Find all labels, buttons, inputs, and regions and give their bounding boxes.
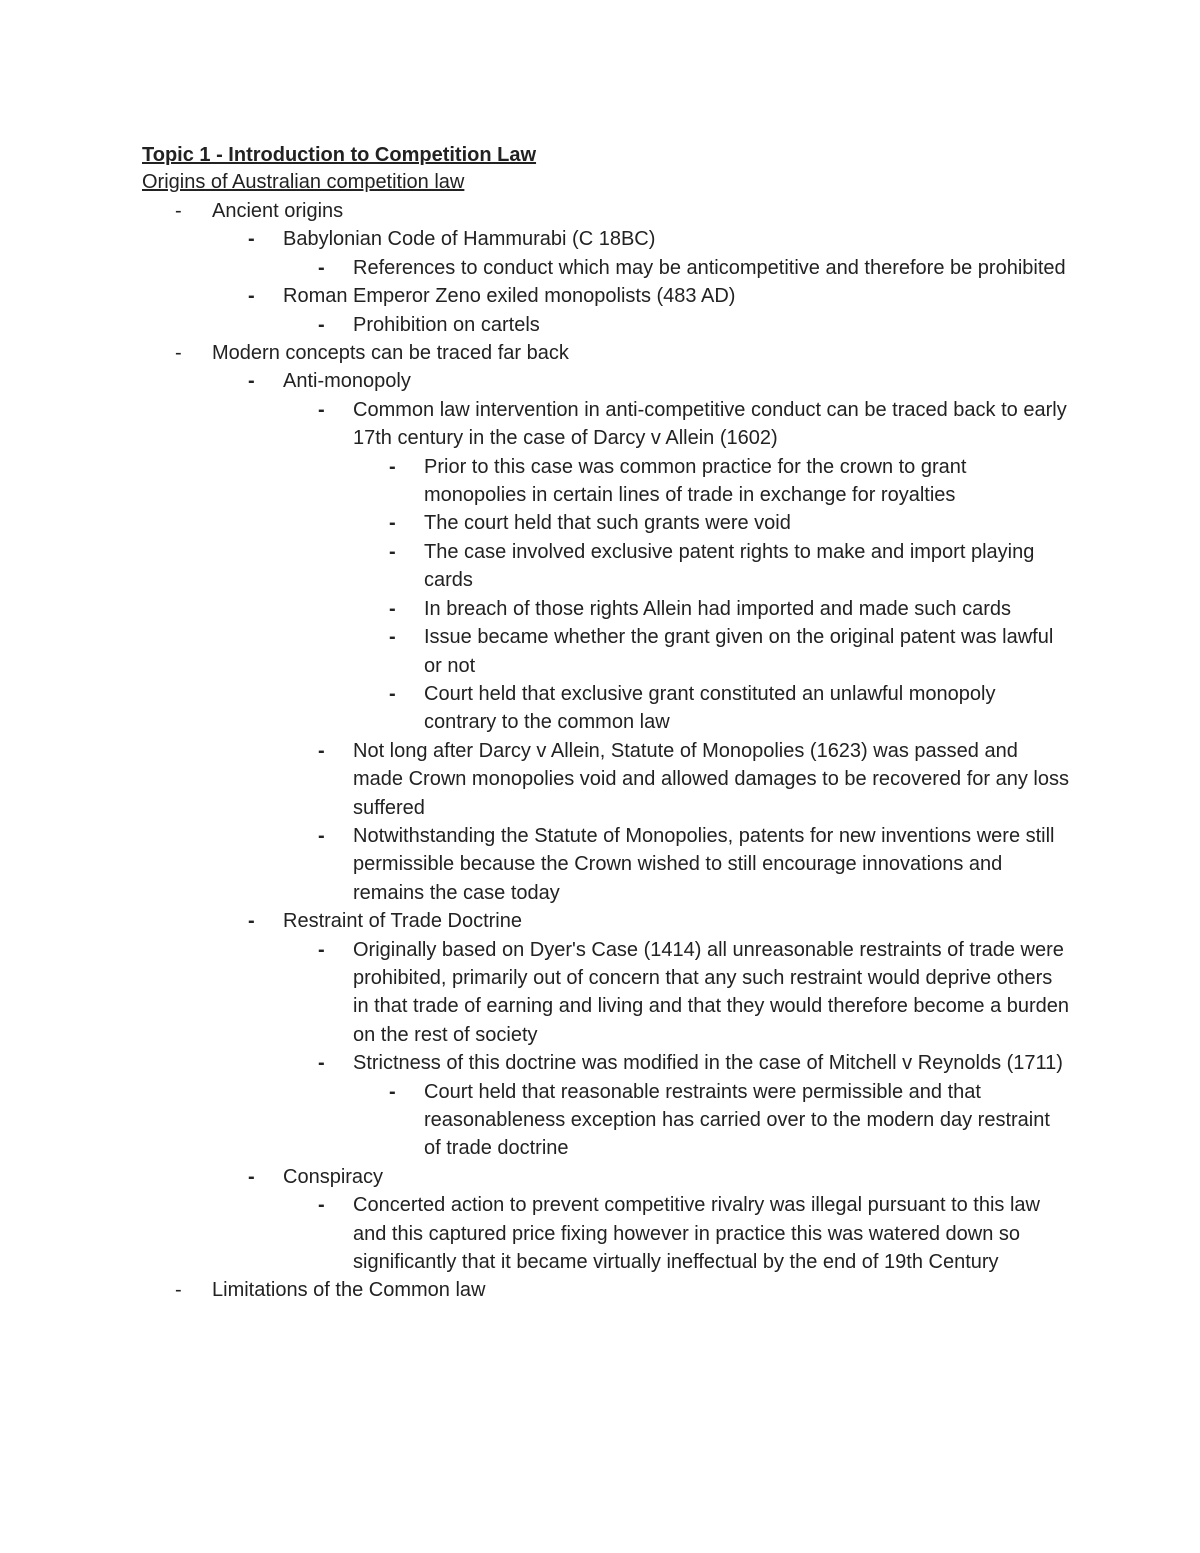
list-item [142, 225, 1072, 253]
list-item [142, 197, 1072, 225]
bullet-dash: - [318, 824, 325, 847]
bullet-dash: - [318, 739, 325, 762]
list-item [142, 907, 1072, 935]
document-content [142, 142, 1072, 1305]
bullet-dash: - [389, 1080, 396, 1103]
list-item-text: Strictness of this doctrine was modified in the case of Mitchell v Reynolds (1711) [353, 1052, 1063, 1075]
list-item-text: Restraint of Trade Doctrine [283, 910, 522, 933]
list-item [142, 339, 1072, 367]
list-item-text: Modern concepts can be traced far back [212, 342, 569, 365]
list-item-text: Notwithstanding the Statute of Monopolies, patents for new inventions were still permissible because the Crown wished to still encourage innovations and remains the case today [353, 824, 1055, 904]
list-item-text: Court held that exclusive grant constituted an unlawful monopoly contrary to the common law [424, 682, 996, 734]
list-item-text: Ancient origins [212, 200, 344, 222]
bullet-dash: - [318, 398, 325, 421]
list-item [142, 311, 1072, 339]
bullet-dash: - [318, 938, 325, 961]
list-item-text: Limitations of the Common law [212, 1279, 486, 1302]
list-item-text: Court held that reasonable restraints were permissible and that reasonableness exception has carried over to the modern day restraint of trade doctrine [424, 1080, 1050, 1160]
document-title: Topic 1 - Introduction to Competition Law [142, 144, 537, 166]
list-item-text: Common law intervention in anti-competitive conduct can be traced back to early 17th century in the case of Darcy v Allein (1602) [353, 398, 1067, 450]
list-item [142, 1276, 1072, 1304]
list-item [142, 396, 1072, 453]
bullet-dash: - [389, 682, 396, 705]
bullet-dash: - [248, 910, 255, 933]
list-item [142, 453, 1072, 510]
bullet-dash: - [389, 512, 396, 535]
list-item [142, 623, 1072, 680]
bullet-dash: - [175, 342, 182, 365]
bullet-outline [142, 197, 1072, 1305]
bullet-dash: - [318, 1194, 325, 1217]
list-item [142, 680, 1072, 737]
bullet-dash: - [248, 228, 255, 251]
list-item-text: Roman Emperor Zeno exiled monopolists (483 AD) [283, 285, 736, 308]
bullet-dash: - [389, 626, 396, 649]
bullet-dash: - [318, 256, 325, 279]
bullet-dash: - [389, 597, 396, 620]
list-item [142, 822, 1072, 907]
list-item-text: References to conduct which may be anticompetitive and therefore be prohibited [353, 256, 1066, 279]
list-item [142, 367, 1072, 395]
list-item [142, 1049, 1072, 1077]
list-item [142, 254, 1072, 282]
list-item [142, 1191, 1072, 1276]
list-item [142, 1078, 1072, 1163]
list-item [142, 282, 1072, 310]
list-item [142, 936, 1072, 1050]
list-item-text: Concerted action to prevent competitive rivalry was illegal pursuant to this law and this captured price fixing however in practice this was watered down so significantly that it became virtually ineffectual by the end of 19th Century [353, 1194, 1040, 1274]
bullet-dash: - [248, 285, 255, 308]
list-item [142, 1163, 1072, 1191]
list-item-text: The court held that such grants were void [424, 512, 791, 535]
bullet-dash: - [318, 313, 325, 336]
bullet-dash: - [248, 370, 255, 393]
list-item-text: Issue became whether the grant given on the original patent was lawful or not [424, 626, 1054, 677]
section-heading: Origins of Australian competition law [142, 171, 465, 193]
list-item-text: Conspiracy [283, 1165, 384, 1188]
bullet-dash: - [318, 1052, 325, 1075]
list-item-text: The case involved exclusive patent rights to make and import playing cards [424, 540, 1035, 592]
list-item-text: Anti-monopoly [283, 370, 411, 393]
list-item [142, 538, 1072, 595]
bullet-dash: - [389, 540, 396, 563]
list-item-text: Originally based on Dyer's Case (1414) all unreasonable restraints of trade were prohibited, primarily out of concern that any such restraint would deprive others in that trade of earning and living and that they would therefore become a burden on the rest of society [353, 938, 1070, 1046]
bullet-dash: - [389, 455, 396, 478]
list-item-text: In breach of those rights Allein had imported and made such cards [424, 597, 1012, 620]
list-item-text: Babylonian Code of Hammurabi (C 18BC) [283, 228, 656, 251]
list-item [142, 509, 1072, 537]
bullet-dash: - [248, 1165, 255, 1188]
bullet-dash: - [175, 1279, 182, 1302]
list-item [142, 595, 1072, 623]
list-item-text: Not long after Darcy v Allein, Statute of Monopolies (1623) was passed and made Crown monopolies void and allowed damages to be recovered for any loss suffered [353, 739, 1069, 819]
bullet-dash: - [175, 200, 182, 222]
list-item-text: Prior to this case was common practice for the crown to grant monopolies in certain lines of trade in exchange for royalties [424, 455, 967, 507]
list-item [142, 737, 1072, 822]
list-item-text: Prohibition on cartels [353, 313, 540, 336]
